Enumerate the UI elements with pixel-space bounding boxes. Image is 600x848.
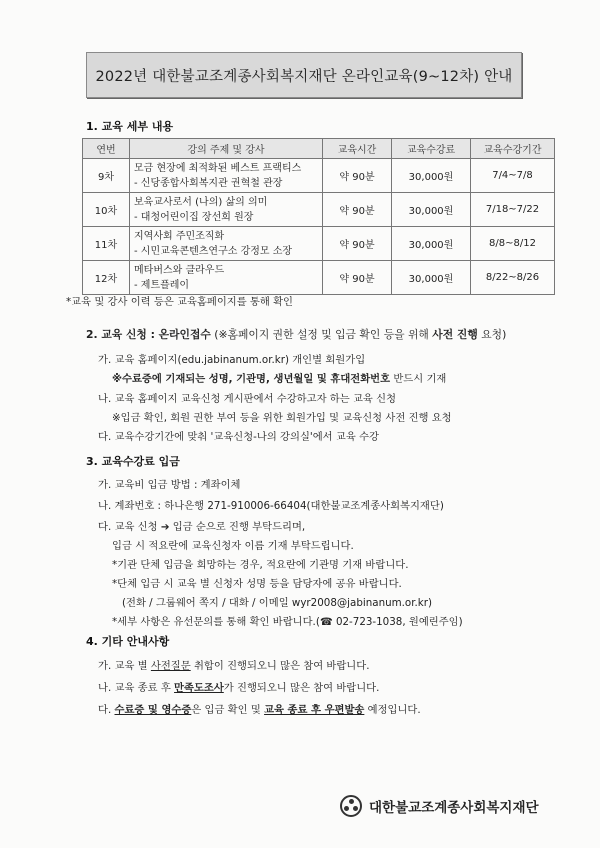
col-header-time: 교육시간 [323,139,392,159]
s4-item-b [98,679,379,694]
row-topic-cell [130,159,323,193]
footer-logo [340,795,539,817]
table-row [83,159,555,193]
row-period: 8/22~8/26 [471,261,555,295]
row-topic-cell [130,227,323,261]
row-time: 약 90분 [323,227,392,261]
row-period: 7/4~7/8 [471,159,555,193]
s3-note-1: *기관 단체 입금을 희망하는 경우, 적요란에 기관명 기재 바랍니다. [112,559,409,571]
s4-item-a [98,657,369,672]
row-no: 11차 [83,227,130,261]
s3-note-3: (전화 / 그룹웨어 쪽지 / 대화 / 이메일 wyr2008@jabinanum.or.kr) [122,597,433,609]
s4-b-text-end: 가 진행되오니 많은 참여 바랍니다. [223,682,380,694]
row-fee: 30,000원 [392,193,471,227]
s4-a-underline: 사전질문 [150,660,191,672]
table-footnote: *교육 및 강사 이력 등은 교육홈페이지를 통해 확인 [66,296,293,308]
section-3-heading: 3. 교육수강료 입금 [86,455,180,468]
s4-b-text: 나. 교육 종료 후 [98,682,175,694]
row-fee: 30,000원 [392,159,471,193]
section-4-heading: 4. 기타 안내사항 [86,635,170,648]
s4-item-c [98,701,421,716]
foundation-logo-icon [340,795,362,817]
section-1-heading: 1. 교육 세부 내용 [86,120,174,133]
table-row [83,261,555,295]
col-header-topic: 강의 주제 및 강사 [130,139,323,159]
s3-item-a: 가. 교육비 입금 방법 : 계좌이체 [98,479,241,491]
row-fee: 30,000원 [392,227,471,261]
s2-a-note-end: 반드시 기재 [390,373,447,385]
row-lecturer: - 대청어린이집 장선희 원장 [134,211,254,223]
s3-item-b: 나. 계좌번호 : 하나은행 271-910006-66404(대한불교조계종사회복지재단) [98,500,444,512]
s3-item-c: 다. 교육 신청 ➔ 입금 순으로 진행 부탁드리며, [98,521,306,533]
row-topic: 지역사회 주민조직화 [134,230,225,242]
row-lecturer: - 시민교육콘텐츠연구소 강정모 소장 [134,245,293,257]
s2-a-note-start: ※수료증에 기재되는 [112,373,209,385]
section-2-note-bold: 사전 진행 [432,328,478,341]
row-topic: 메타버스와 클라우드 [134,264,225,276]
row-no: 10차 [83,193,130,227]
table-row [83,227,555,261]
s2-item-a-note [112,370,446,385]
s4-c-underline-2: 교육 종료 후 우편발송 [264,704,365,716]
row-period: 7/18~7/22 [471,193,555,227]
row-topic: 모금 현장에 최적화된 베스트 프랙티스 [134,162,302,174]
section-2-heading-line [86,327,506,342]
table-header-row [83,139,555,159]
row-topic: 보육교사로서 (나의) 삶의 의미 [134,196,268,208]
row-fee: 30,000원 [392,261,471,295]
s2-item-b-note: ※입금 확인, 회원 권한 부여 등을 위한 회원가입 및 교육신청 사전 진행 요청 [112,412,452,424]
row-lecturer: - 제트플레이 [134,279,190,291]
s2-item-c: 다. 교육수강기간에 맞춰 '교육신청-나의 강의실'에서 교육 수강 [98,431,379,443]
row-no: 9차 [83,159,130,193]
row-period: 8/8~8/12 [471,227,555,261]
col-header-fee: 교육수강료 [392,139,471,159]
s4-c-text-mid: 은 입금 확인 및 [191,704,265,716]
title-banner [86,52,522,98]
row-time: 약 90분 [323,193,392,227]
row-lecturer: - 신당종합사회복지관 권혁철 관장 [134,177,283,189]
s3-item-c-line2: 입금 시 적요란에 교육신청자 이름 기재 부탁드립니다. [112,540,354,552]
s4-c-text-end: 예정입니다. [364,704,421,716]
s4-a-text-end: 취합이 진행되오니 많은 참여 바랍니다. [190,660,370,672]
col-header-period: 교육수강기간 [471,139,555,159]
row-no: 12차 [83,261,130,295]
row-time: 약 90분 [323,159,392,193]
s4-c-text: 다. [98,704,115,716]
s2-a-note-bold: 성명, 기관명, 생년월일 및 휴대전화번호 [208,373,391,385]
row-topic-cell [130,261,323,295]
page-title: 2022년 대한불교조계종사회복지재단 온라인교육(9~12차) 안내 [95,68,513,85]
s4-c-underline-1: 수료증 및 영수증 [114,704,192,716]
section-2-note-end: 요청) [477,328,507,341]
s4-b-underline: 만족도조사 [174,682,224,694]
section-2-note: (※홈페이지 권한 설정 및 입금 확인 등을 위해 [210,328,433,341]
schedule-table [82,138,555,295]
s4-a-text: 가. 교육 별 [98,660,151,672]
row-time: 약 90분 [323,261,392,295]
s3-note-2: *단체 입금 시 교육 별 신청자 성명 등을 담당자에 공유 바랍니다. [112,578,402,590]
table-row [83,193,555,227]
row-topic-cell [130,193,323,227]
footer-org-name: 대한불교조계종사회복지재단 [369,800,539,816]
section-2-heading: 2. 교육 신청 : 온라인접수 [86,328,211,341]
s2-item-b: 나. 교육 홈페이지 교육신청 게시판에서 수강하고자 하는 교육 신청 [98,393,397,405]
s3-note-4: *세부 사항은 유선문의를 통해 확인 바랍니다.(☎ 02-723-1038, 원예린주임) [112,616,463,628]
col-header-no: 연번 [83,139,130,159]
s2-item-a: 가. 교육 홈페이지(edu.jabinanum.or.kr) 개인별 회원가입 [98,354,366,366]
